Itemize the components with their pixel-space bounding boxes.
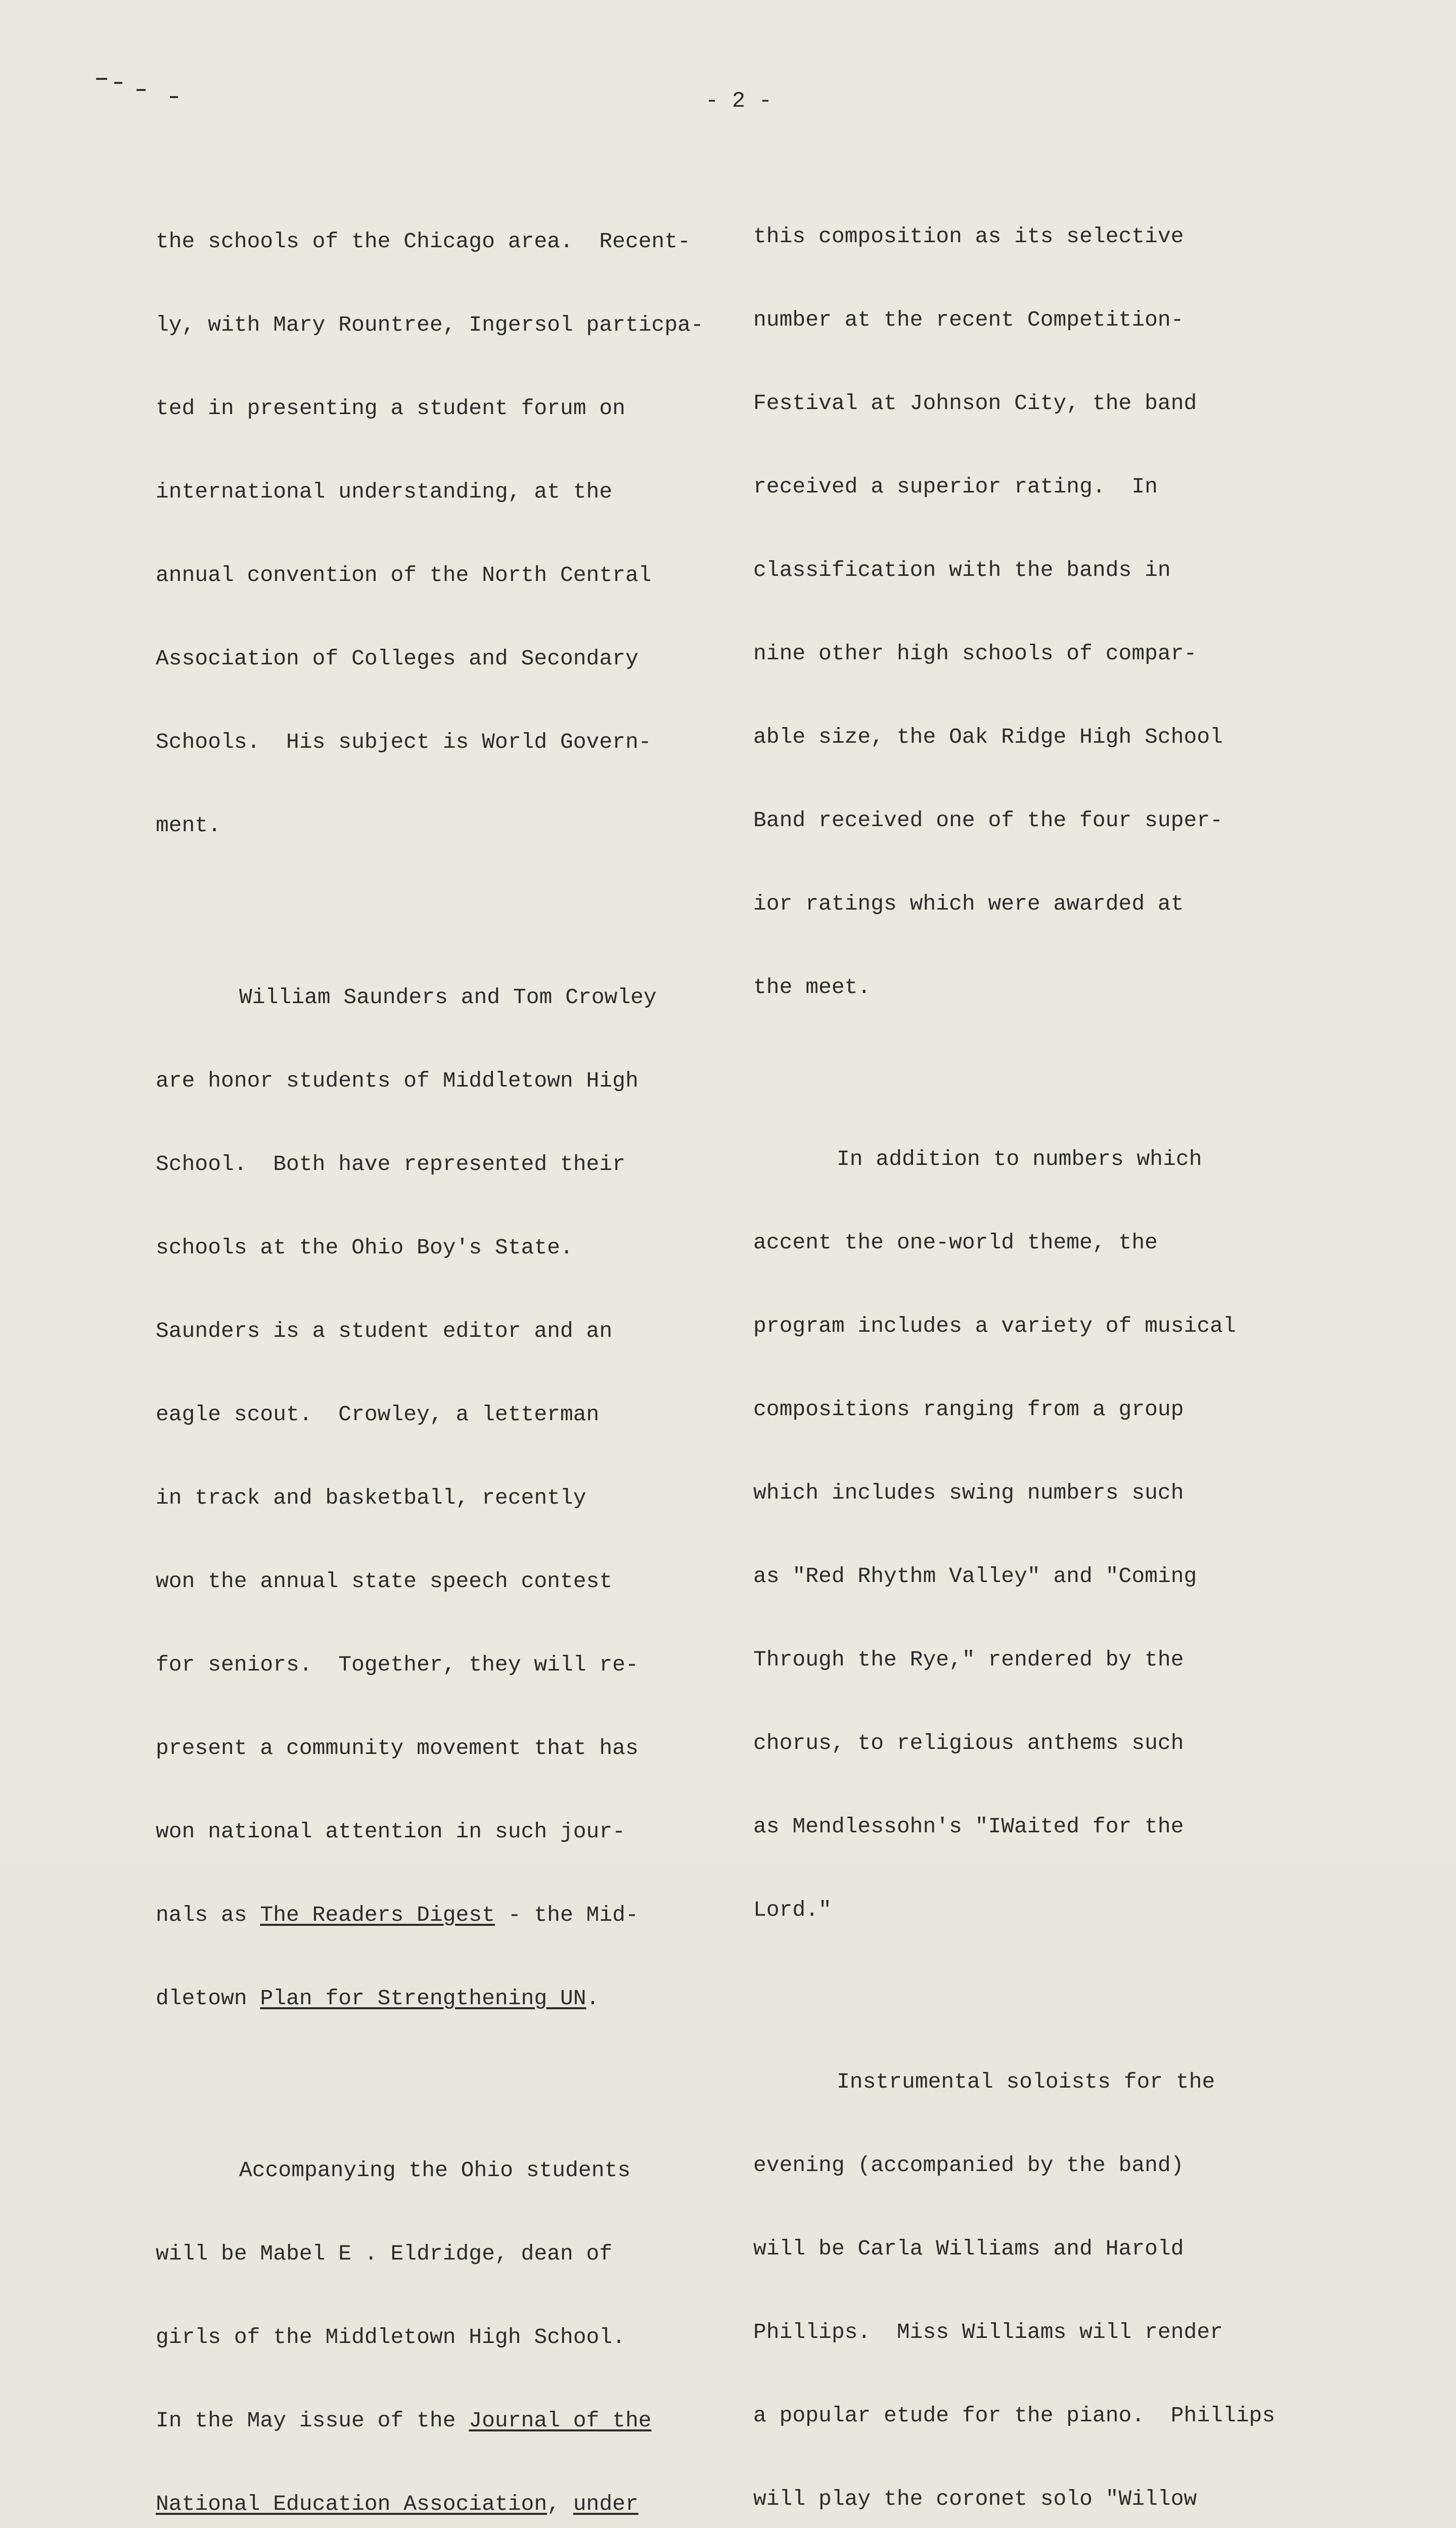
- text-line: received a superior rating. In: [753, 474, 1158, 499]
- text-line: In addition to numbers which: [837, 1147, 1202, 1171]
- text-line: will play the coronet solo "Willow: [753, 2487, 1197, 2511]
- underlined-text: under: [573, 2492, 639, 2516]
- text-line: for seniors. Together, they will re-: [156, 1652, 639, 1677]
- text-line: Phillips. Miss Williams will render: [753, 2320, 1223, 2344]
- text-line: ment.: [156, 813, 221, 838]
- text-line: will be Carla Williams and Harold: [753, 2236, 1184, 2261]
- text-line: Instrumental soloists for the: [837, 2069, 1215, 2094]
- text-line: present a community movement that has: [156, 1736, 639, 1760]
- text-line: accent the one-world theme, the: [753, 1230, 1158, 1255]
- text-line: the meet.: [753, 975, 871, 1000]
- paragraph-soloists: [753, 2012, 1314, 2528]
- text-line: which includes swing numbers such: [753, 1480, 1184, 1505]
- text-line: ior ratings which were awarded at: [753, 891, 1184, 916]
- left-column: [156, 172, 717, 2528]
- text-segment: dletown: [156, 1986, 260, 2011]
- text-line: [156, 2490, 717, 2518]
- text-line: international understanding, at the: [156, 479, 613, 504]
- text-line: classification with the bands in: [753, 558, 1171, 582]
- text-line: Through the Rye," rendered by the: [753, 1647, 1184, 1672]
- paragraph-band-rating: [753, 167, 1314, 1057]
- text-line: in track and basketball, recently: [156, 1485, 586, 1510]
- typewriter-mark: [136, 89, 146, 91]
- paragraph-eldridge: [156, 2101, 717, 2528]
- text-segment: In the May issue of the: [156, 2408, 469, 2433]
- text-line: schools at the Ohio Boy's State.: [156, 1235, 573, 1260]
- text-line: ly, with Mary Rountree, Ingersol particpa-: [156, 312, 704, 337]
- paragraph-chicago-forum: [156, 172, 717, 895]
- text-line: Lord.": [753, 1898, 832, 1922]
- paragraph-program-variety: [753, 1090, 1314, 1979]
- text-line: will be Mabel E . Eldridge, dean of: [156, 2241, 613, 2266]
- text-line: as Mendlessohn's "IWaited for the: [753, 1814, 1184, 1839]
- text-line: Festival at Johnson City, the band: [753, 391, 1197, 416]
- text-line: [156, 1984, 717, 2012]
- text-segment: - the Mid-: [494, 1903, 639, 1927]
- typewriter-mark: [170, 96, 178, 98]
- text-line: [156, 2407, 717, 2434]
- text-line: chorus, to religious anthems such: [753, 1731, 1184, 1755]
- text-line: won the annual state speech contest: [156, 1569, 613, 1594]
- text-line: Schools. His subject is World Govern-: [156, 730, 652, 754]
- underlined-plan-title: Plan for Strengthening UN: [260, 1986, 586, 2011]
- paragraph-saunders-crowley: [156, 928, 717, 2068]
- text-segment: ,: [547, 2492, 573, 2516]
- text-line: are honor students of Middletown High: [156, 1068, 639, 1093]
- text-line: girls of the Middletown High School.: [156, 2325, 625, 2350]
- typewriter-mark: [96, 78, 107, 80]
- typewriter-mark: [114, 82, 122, 84]
- text-line: eagle scout. Crowley, a letterman: [156, 1402, 600, 1427]
- right-column: [753, 167, 1314, 2528]
- underlined-journal-title-cont: National Education Association: [156, 2492, 548, 2516]
- text-line: nine other high schools of compar-: [753, 641, 1197, 666]
- text-line: able size, the Oak Ridge High School: [753, 725, 1223, 749]
- text-line: a popular etude for the piano. Phillips: [753, 2403, 1276, 2428]
- text-line: as "Red Rhythm Valley" and "Coming: [753, 1564, 1197, 1589]
- underlined-title-readers-digest: The Readers Digest: [260, 1903, 495, 1927]
- text-line: Band received one of the four super-: [753, 808, 1223, 833]
- underlined-journal-title: Journal of the: [469, 2408, 652, 2433]
- page-number: - 2 -: [705, 88, 772, 114]
- text-line: won national attention in such jour-: [156, 1819, 625, 1844]
- text-line: annual convention of the North Central: [156, 563, 652, 588]
- text-line: Accompanying the Ohio students: [239, 2158, 631, 2183]
- text-line: compositions ranging from a group: [753, 1397, 1184, 1422]
- text-segment: nals as: [156, 1903, 260, 1927]
- text-segment: .: [586, 1986, 600, 2011]
- text-line: this composition as its selective: [753, 224, 1184, 249]
- text-line: [156, 1901, 717, 1929]
- text-line: Association of Colleges and Secondary: [156, 646, 639, 671]
- text-line: evening (accompanied by the band): [753, 2153, 1184, 2178]
- text-line: Saunders is a student editor and an: [156, 1319, 613, 1343]
- text-line: School. Both have represented their: [156, 1152, 625, 1177]
- text-line: program includes a variety of musical: [753, 1314, 1236, 1338]
- text-line: number at the recent Competition-: [753, 307, 1184, 332]
- text-line: the schools of the Chicago area. Recent-: [156, 229, 691, 254]
- text-line: William Saunders and Tom Crowley: [239, 985, 657, 1010]
- text-line: ted in presenting a student forum on: [156, 396, 625, 421]
